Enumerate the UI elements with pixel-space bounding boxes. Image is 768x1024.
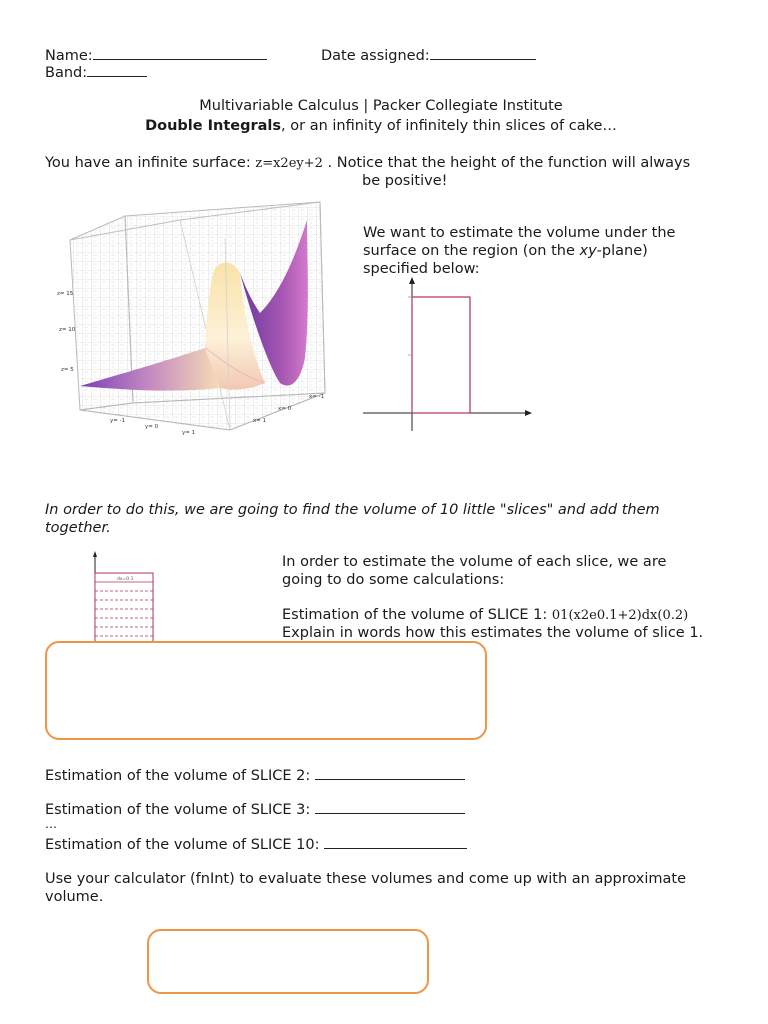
region-line2-a: surface on the region (on the [363,243,580,259]
topic-title [0,118,762,135]
estimate-line1: In order to estimate the volume of each slice, we are [282,554,667,570]
region-line2 [363,243,648,260]
topic-rest: , or an infinity of infinitely thin slices of cake… [281,118,617,134]
slice3-blank[interactable] [315,800,465,814]
slice1-formula: 01(x2e0.1+2)dx(0.2) [551,608,689,623]
calculator-line2: volume. [45,889,104,905]
slice3-label: Estimation of the volume of SLICE 3: [45,802,315,818]
intro-equation: z=x2ey+2 [255,156,323,171]
y-label-0: y= 0 [145,424,159,430]
slice2-blank[interactable] [315,766,465,780]
slice1-line [282,607,688,624]
topic-bold: Double Integrals [145,118,282,134]
region-line1: We want to estimate the volume under the [363,225,676,241]
z-label-5: z= 5 [61,367,74,373]
approximate-volume-answer-box[interactable] [147,929,429,994]
band-label: Band: [45,65,88,81]
y-label-neg1: y= -1 [110,418,126,424]
y-label-1: y= 1 [182,430,196,436]
band-field-row [45,63,147,82]
slice2-label: Estimation of the volume of SLICE 2: [45,768,315,784]
surface-plot [55,198,340,443]
intro-prefix: You have an infinite surface: [45,155,256,171]
slice2-row [45,766,465,785]
x-label-1: x= 1 [253,418,267,424]
region-line3: specified below: [363,261,480,277]
region-diagram [360,275,540,435]
slice-diagram [85,550,165,645]
name-label: Name: [45,48,93,64]
region-rectangle [412,297,470,413]
intro-line [45,155,690,172]
estimate-line2: going to do some calculations: [282,572,505,588]
region-line2-italic: xy [579,243,597,259]
date-blank[interactable] [430,46,536,60]
name-blank[interactable] [93,46,267,60]
region-x-arrow [525,410,532,416]
slice10-label: Estimation of the volume of SLICE 10: [45,837,325,853]
date-field-row [321,46,536,65]
explain-line: Explain in words how this estimates the volume of slice 1. [282,625,704,641]
calculator-line1: Use your calculator (fnInt) to evaluate these volumes and come up with an approximate [45,871,687,887]
slices-line2: together. [45,520,111,536]
slice-dx-label: dx=0.1 [117,577,134,582]
slice10-row [45,835,467,854]
slice-outer-rect [95,573,153,645]
region-line2-b: -plane) [596,243,648,259]
course-title: Multivariable Calculus | Packer Collegiate Institute [199,98,563,114]
z-label-10: z= 10 [59,327,76,333]
x-label-0: x= 0 [278,406,292,412]
intro-suffix: . Notice that the height of the function will always [322,155,691,171]
intro-line2: be positive! [362,173,448,189]
slice10-blank[interactable] [324,835,467,849]
date-label: Date assigned: [321,48,430,64]
slices-ellipsis: … [45,817,57,831]
explanation-answer-box[interactable] [45,641,487,740]
slice3-row [45,800,465,819]
band-blank[interactable] [87,63,147,77]
slice1-prefix: Estimation of the volume of SLICE 1: [282,607,552,623]
x-label-neg1: x= -1 [309,394,325,400]
slices-line1: In order to do this, we are going to find the volume of 10 little "slices" and add them [45,502,660,518]
region-y-arrow [409,277,415,284]
z-label-15: z= 15 [57,291,74,297]
